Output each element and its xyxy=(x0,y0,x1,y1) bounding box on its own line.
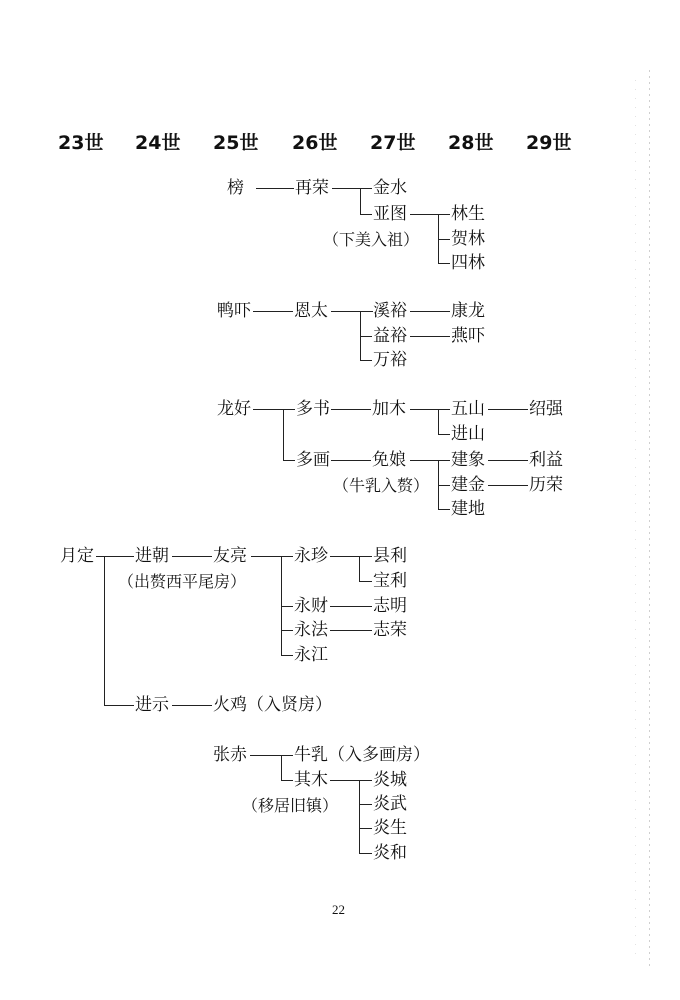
person-jinchao: 进朝 xyxy=(135,546,169,566)
note-yiju: （移居旧镇） xyxy=(242,796,339,815)
person-jinshi: 进示 xyxy=(135,695,169,715)
connector xyxy=(331,460,371,461)
connector xyxy=(438,509,450,510)
connector xyxy=(360,360,372,361)
connector xyxy=(438,434,450,435)
person-youliang: 友亮 xyxy=(213,546,247,566)
generation-27: 27世 xyxy=(370,132,416,154)
person-xiyu: 溪裕 xyxy=(373,301,407,321)
person-qimu: 其木 xyxy=(294,770,328,790)
connector xyxy=(172,705,212,706)
note-niuru: （牛乳入赘） xyxy=(333,476,430,495)
person-yansheng: 炎生 xyxy=(373,818,407,838)
connector xyxy=(410,336,450,337)
person-kanglong: 康龙 xyxy=(451,301,485,321)
connector xyxy=(410,214,450,215)
person-jinshan: 进山 xyxy=(451,424,485,444)
connector xyxy=(360,336,372,337)
person-yongjiang: 永江 xyxy=(294,645,328,665)
person-yongcai: 永财 xyxy=(294,596,328,616)
person-duoshu: 多书 xyxy=(296,399,330,419)
connector xyxy=(360,214,372,215)
scan-edge xyxy=(649,70,650,970)
connector xyxy=(330,556,372,557)
person-zhiming: 志明 xyxy=(373,596,407,616)
connector xyxy=(332,188,372,189)
connector xyxy=(330,606,372,607)
person-zhirong: 志荣 xyxy=(373,620,407,640)
page-number: 22 xyxy=(332,902,345,917)
generation-29: 29世 xyxy=(526,132,572,154)
person-xianli: 县利 xyxy=(373,546,407,566)
generation-26: 26世 xyxy=(292,132,338,154)
person-yongfa: 永法 xyxy=(294,620,328,640)
connector xyxy=(283,460,295,461)
person-liyi: 利益 xyxy=(529,450,563,470)
person-bang: 榜 xyxy=(227,178,244,198)
person-niuru: 牛乳（入多画房） xyxy=(294,745,430,765)
generation-28: 28世 xyxy=(448,132,494,154)
person-lirong: 历荣 xyxy=(529,475,563,495)
connector xyxy=(331,311,373,312)
person-yaxia: 鸭吓 xyxy=(217,301,251,321)
person-linsheng: 林生 xyxy=(451,204,485,224)
connector xyxy=(488,460,528,461)
connector xyxy=(283,409,284,460)
person-silin: 四林 xyxy=(451,253,485,273)
generation-25: 25世 xyxy=(213,132,259,154)
person-wushan: 五山 xyxy=(451,399,485,419)
generation-23: 23世 xyxy=(58,132,104,154)
connector xyxy=(359,804,372,805)
connector xyxy=(410,409,450,410)
person-yanwu: 炎武 xyxy=(373,794,407,814)
connector xyxy=(488,409,528,410)
connector xyxy=(281,780,293,781)
connector xyxy=(438,409,439,434)
connector xyxy=(250,755,293,756)
note-chuzhui: （出赘西平尾房） xyxy=(118,572,247,591)
connector xyxy=(253,311,293,312)
person-yongzhen: 永珍 xyxy=(294,546,328,566)
connector xyxy=(438,263,450,264)
connector xyxy=(281,630,293,631)
connector xyxy=(96,556,134,557)
person-jinshui: 金水 xyxy=(373,178,407,198)
connector xyxy=(360,188,361,215)
person-yanhe: 炎和 xyxy=(373,843,407,863)
connector xyxy=(410,460,450,461)
connector xyxy=(359,581,372,582)
connector xyxy=(438,239,450,240)
person-yatu: 亚图 xyxy=(373,204,407,224)
connector xyxy=(438,485,450,486)
connector xyxy=(281,606,293,607)
connector xyxy=(410,311,450,312)
person-yanxia: 燕吓 xyxy=(451,326,485,346)
person-duohua: 多画 xyxy=(296,450,330,470)
person-baoli: 宝利 xyxy=(373,571,407,591)
connector xyxy=(330,780,372,781)
connector xyxy=(251,556,293,557)
generation-24: 24世 xyxy=(135,132,181,154)
connector xyxy=(104,556,105,705)
person-jiandi: 建地 xyxy=(451,499,485,519)
connector xyxy=(359,556,360,581)
person-yancheng: 炎城 xyxy=(373,770,407,790)
connector xyxy=(281,655,293,656)
scan-edge xyxy=(635,80,636,960)
connector xyxy=(256,188,294,189)
connector xyxy=(253,409,295,410)
person-jianjin: 建金 xyxy=(451,475,485,495)
connector xyxy=(359,828,372,829)
person-jianxiang: 建象 xyxy=(451,450,485,470)
connector xyxy=(359,780,360,853)
connector xyxy=(359,853,372,854)
connector xyxy=(331,409,371,410)
person-entai: 恩太 xyxy=(294,301,328,321)
person-mianniang: 免娘 xyxy=(372,450,406,470)
person-shaoqiang: 绍强 xyxy=(529,399,563,419)
person-wanyu: 万裕 xyxy=(373,350,407,370)
person-zhangchi: 张赤 xyxy=(213,745,247,765)
note-xiamei: （下美入祖） xyxy=(323,230,420,249)
connector xyxy=(488,485,528,486)
person-longyu: 龙好 xyxy=(217,399,251,419)
connector xyxy=(330,630,372,631)
person-yiyu: 益裕 xyxy=(373,326,407,346)
person-yueding: 月定 xyxy=(60,546,94,566)
person-zairong: 再荣 xyxy=(295,178,329,198)
connector xyxy=(104,705,134,706)
person-jiamu: 加木 xyxy=(372,399,406,419)
connector xyxy=(281,755,282,780)
connector xyxy=(172,556,212,557)
person-huoji: 火鸡（入贤房） xyxy=(213,695,332,715)
person-helin: 贺林 xyxy=(451,229,485,249)
